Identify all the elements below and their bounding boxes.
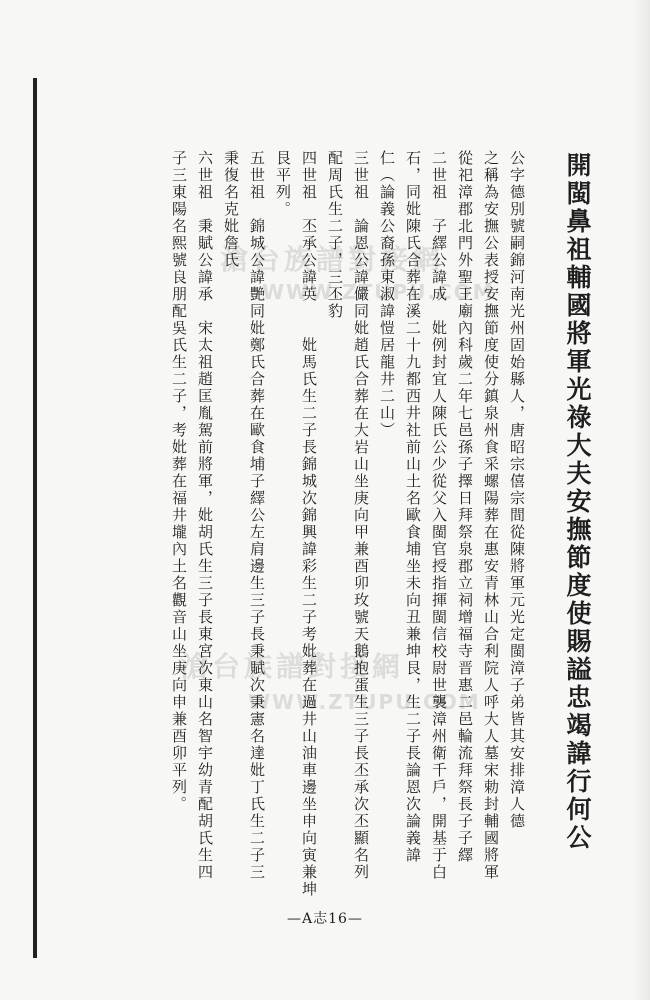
text-column: 仁（論義公裔孫東淑諱愷居龍井二山） — [378, 150, 396, 439]
text-column: 配周氏生二子，三丕豹 — [326, 150, 344, 320]
text-column: 艮平列。 — [274, 150, 292, 218]
text-column: 從祀漳郡北門外聖王廟內科歲二年七邑孫子擇日拜祭泉郡立祠增福寺晋惠二邑輪流拜祭長子子繹 — [456, 150, 474, 864]
binding-line — [33, 78, 37, 958]
text-column: 秉復名克妣詹氏 — [222, 150, 240, 269]
watermark-url: WWW.ZTUPU.COM — [248, 690, 481, 714]
page-number: —A志16— — [287, 911, 363, 927]
text-column: 六世祖 秉賦公諱承 宋太祖趙匡胤駕前將軍，妣胡氏生三子長東宮次東山名智宇幼青配胡氏生四 — [196, 150, 214, 881]
text-column: 五世祖 錦城公諱艷同妣鄭氏合葬在歐食埔子繹公左肩邊生三子長秉賦次秉憲名達妣丁氏生二子三 — [248, 150, 266, 881]
text-column: 石，同妣陳氏合葬在溪二十九都西井社前山土名歐食埔坐未向丑兼坤艮，生二子長論恩次論義諱 — [404, 150, 422, 864]
watermark-brand: 滄台族譜對接網 — [180, 650, 405, 683]
text-column: 之稱為安撫公表授安撫節度使分鎮泉州食采螺陽葬在惠安青林山合利院人呼大人墓宋勅封輔國將軍 — [482, 150, 500, 881]
text-column: 子三東陽名熙號良朋配吳氏生二子，考妣葬在福井壠內土名觀音山坐庚向申兼酉卯平列。 — [170, 150, 188, 813]
text-column: 四世祖 丕承公諱英 妣馬氏生二子長錦城次錦興諱彩生二子考妣葬在過井山油車邊坐申向寅兼坤 — [300, 150, 318, 898]
text-column: 三世祖 論恩公諱儼同妣趙氏合葬在大岩山坐庚向甲兼酉卯玫號天鵝抱蛋生三子長丕承次丕顯名列 — [352, 150, 370, 881]
page-title: 開閩鼻祖輔國將軍光祿大夫安撫節度使賜謚忠竭諱行何公 — [563, 152, 592, 852]
watermark-brand: 滄台族譜對接網 — [220, 243, 445, 276]
text-column: 公字德別號嗣錦河南光州固始縣人，唐昭宗僖宗間從陳將軍元光定閩漳子弟皆其安排漳人德 — [508, 150, 526, 830]
text-column: 二世祖 子繹公諱成 妣例封宜人陳氏公少從父入閩官授指揮閩信校尉世襲漳州衛千戶，開基于白 — [430, 150, 448, 881]
watermark-url: WWW.ZTUPU.COM — [262, 280, 495, 304]
